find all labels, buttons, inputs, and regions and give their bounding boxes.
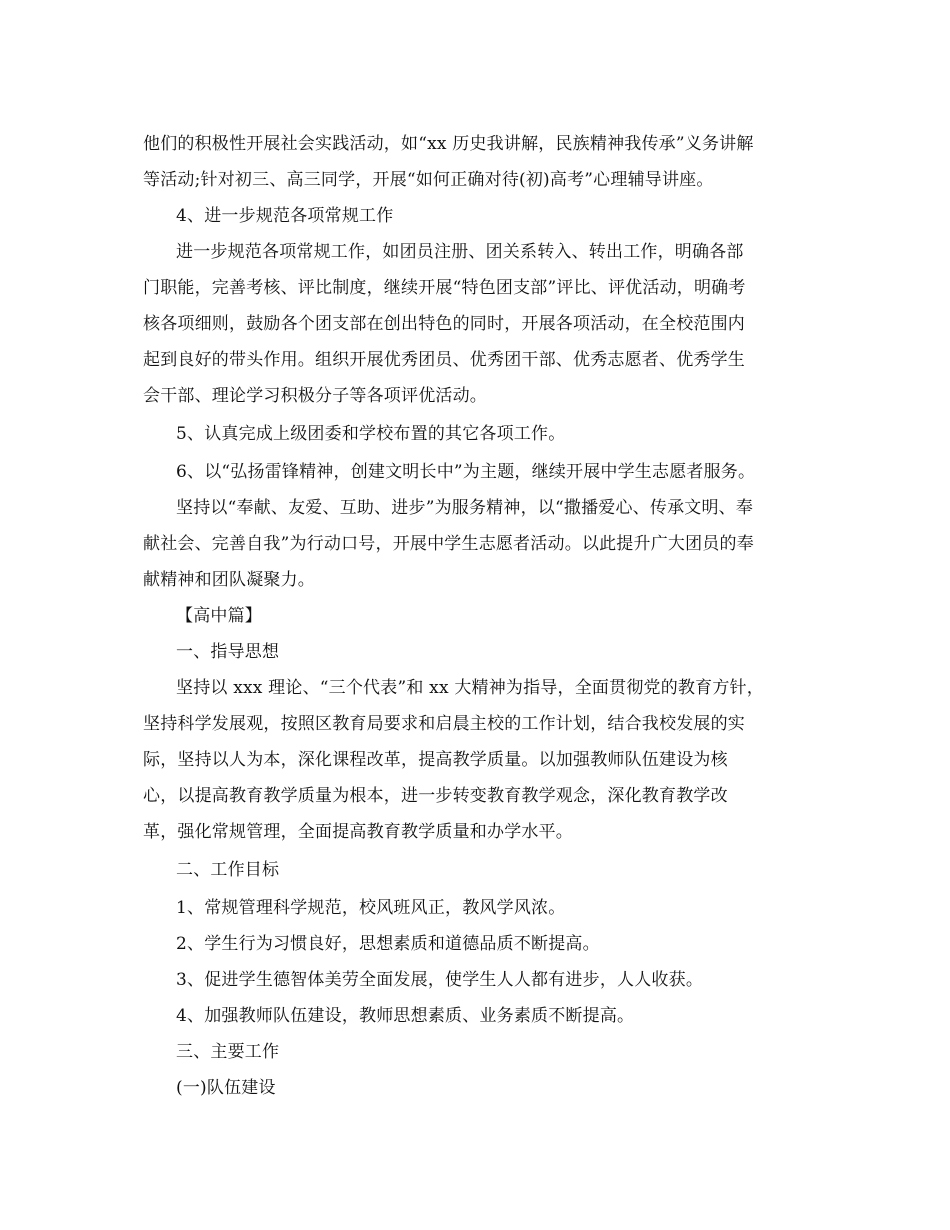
text-line: 等活动;针对初三、高三同学，开展“如何正确对待(初)高考”心理辅导讲座。 (143, 170, 714, 190)
section-heading: 4、进一步规范各项常规工作 (176, 206, 394, 226)
text-line: 他们的积极性开展社会实践活动，如“xx 历史我讲解，民族精神我传承”义务讲解 (143, 134, 754, 154)
list-item: 2、学生行为习惯良好，思想素质和道德品质不断提高。 (176, 934, 600, 954)
text-line: 革，强化常规管理，全面提高教育教学质量和办学水平。 (143, 822, 573, 842)
chapter-heading: 【高中篇】 (176, 606, 262, 626)
text-line: 坚持以 xxx 理论、“三个代表”和 xx 大精神为指导，全面贯彻党的教育方针， (176, 678, 764, 698)
section-heading: 一、指导思想 (176, 642, 280, 662)
list-item: 4、加强教师队伍建设，教师思想素质、业务素质不断提高。 (176, 1006, 635, 1026)
section-heading: 二、工作目标 (176, 860, 280, 880)
text-line: 会干部、理论学习积极分子等各项评优活动。 (143, 386, 487, 406)
text-line: 门职能，完善考核、评比制度，继续开展“特色团支部”评比、评优活动，明确考 (143, 278, 746, 298)
text-line: 献精神和团队凝聚力。 (143, 570, 315, 590)
text-line: 6、以“弘扬雷锋精神，创建文明长中”为主题，继续开展中学生志愿者服务。 (176, 462, 756, 482)
list-item: 1、常规管理科学规范，校风班风正，教风学风浓。 (176, 898, 566, 918)
text-line: 坚持科学发展观，按照区教育局要求和启晨主校的工作计划，结合我校发展的实 (143, 714, 745, 734)
text-line: 5、认真完成上级团委和学校布置的其它各项工作。 (176, 424, 566, 444)
text-line: 心，以提高教育教学质量为根本，进一步转变教育教学观念，深化教育教学改 (143, 786, 728, 806)
text-line: 际，坚持以人为本，深化课程改革，提高教学质量。以加强教师队伍建设为核 (143, 750, 728, 770)
text-line: 献社会、完善自我”为行动口号，开展中学生志愿者活动。以此提升广大团员的奉 (143, 534, 754, 554)
subsection-heading: (一)队伍建设 (176, 1078, 276, 1098)
text-line: 坚持以“奉献、友爱、互助、进步”为服务精神，以“撒播爱心、传承文明、奉 (176, 498, 754, 518)
list-item: 3、促进学生德智体美劳全面发展，使学生人人都有进步，人人收获。 (176, 970, 704, 990)
text-line: 进一步规范各项常规工作，如团员注册、团关系转入、转出工作，明确各部 (176, 242, 744, 262)
text-line: 核各项细则，鼓励各个团支部在创出特色的同时，开展各项活动，在全校范围内 (143, 314, 745, 334)
section-heading: 三、主要工作 (176, 1042, 280, 1062)
text-line: 起到良好的带头作用。组织开展优秀团员、优秀团干部、优秀志愿者、优秀学生 (143, 350, 745, 370)
